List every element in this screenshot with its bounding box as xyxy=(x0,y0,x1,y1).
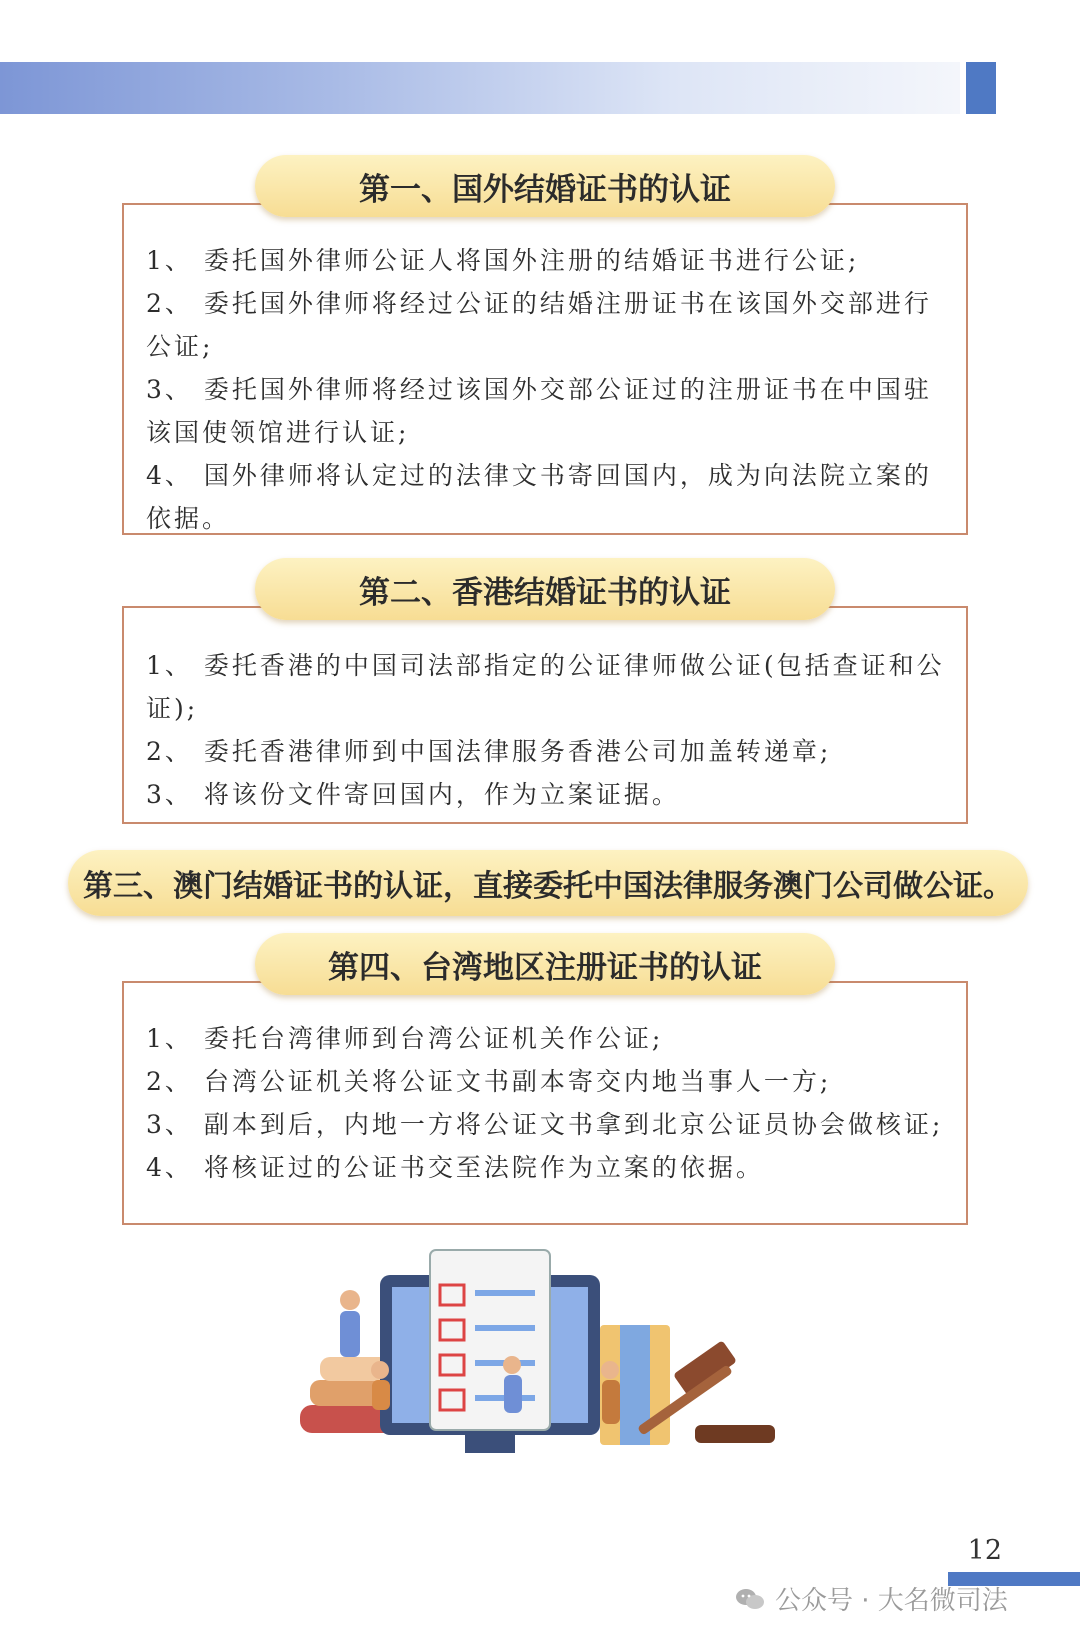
wechat-icon xyxy=(735,1586,765,1612)
checklist-icon xyxy=(430,1250,550,1430)
list-item: 3、 将该份文件寄回国内，作为立案证据。 xyxy=(146,780,680,809)
section-3-title xyxy=(68,850,1028,916)
section-2-title xyxy=(255,558,835,620)
list-item: 4、 国外律师将认定过的法律文书寄回国内，成为向法院立案的依据。 xyxy=(146,461,932,533)
section-1-title xyxy=(255,155,835,217)
section-2-list xyxy=(146,644,946,816)
page-number: 12 xyxy=(967,1535,1002,1566)
section-4-title xyxy=(255,933,835,995)
list-item: 2、 委托国外律师将经过公证的结婚注册证书在该国外交部进行公证; xyxy=(146,289,932,361)
section-1-title-text: 第一、国外结婚证书的认证 xyxy=(359,171,731,208)
section-4-box xyxy=(122,981,968,1225)
section-4-list xyxy=(146,1017,946,1189)
section-4-title-text: 第四、台湾地区注册证书的认证 xyxy=(328,949,762,986)
legal-illustration xyxy=(280,1245,800,1460)
header-accent-square xyxy=(966,62,996,114)
list-item: 3、 委托国外律师将经过该国外交部公证过的注册证书在中国驻该国使领馆进行认证; xyxy=(146,375,932,447)
section-3-title-text: 第三、澳门结婚证书的认证，直接委托中国法律服务澳门公司做公证。 xyxy=(83,869,1013,904)
header-gradient-band xyxy=(0,62,960,114)
watermark xyxy=(735,1580,1008,1617)
list-item: 1、 委托国外律师公证人将国外注册的结婚证书进行公证; xyxy=(146,246,860,275)
list-item: 1、 委托台湾律师到台湾公证机关作公证; xyxy=(146,1024,664,1053)
list-item: 2、 台湾公证机关将公证文书副本寄交内地当事人一方; xyxy=(146,1067,832,1096)
list-item: 3、 副本到后，内地一方将公证文书拿到北京公证员协会做核证; xyxy=(146,1110,944,1139)
list-item: 2、 委托香港律师到中国法律服务香港公司加盖转递章; xyxy=(146,737,832,766)
section-2-box xyxy=(122,606,968,824)
list-item: 4、 将核证过的公证书交至法院作为立案的依据。 xyxy=(146,1153,764,1182)
list-item: 1、 委托香港的中国司法部指定的公证律师做公证(包括查证和公证); xyxy=(146,651,945,723)
section-2-title-text: 第二、香港结婚证书的认证 xyxy=(359,574,731,611)
section-1-box xyxy=(122,203,968,535)
watermark-text: 公众号 · 大名微司法 xyxy=(775,1586,1008,1616)
section-1-list xyxy=(146,239,946,540)
